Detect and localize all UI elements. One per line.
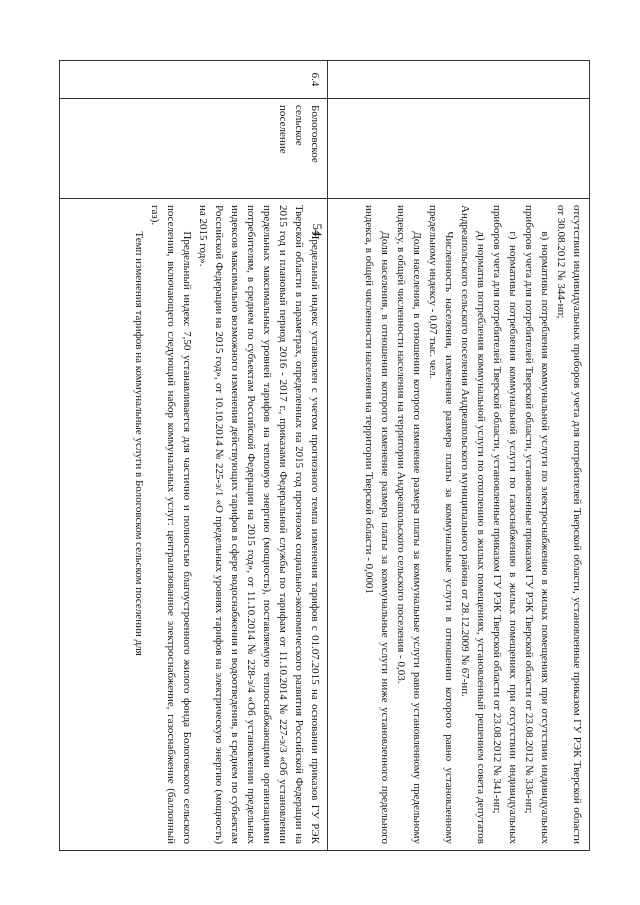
rotated-table-wrapper: [60, 60, 590, 850]
description-cell: [60, 199, 328, 851]
table-row: [328, 61, 590, 851]
paragraph: отсутствии индивидуальных приборов учета для потребителей Тверской области, установленные приказом ГУ РЭК Тверской области от 30.08.2012 № 344-нп;: [555, 205, 583, 844]
paragraph: Доля населения, в отношении которого изменение размера платы за коммунальные услуги равно установленному предельному индексу, в общей численности населения на территории Андреапольского сельского поселения - 0,03.: [395, 205, 423, 844]
row-number-cell: 6.4: [60, 61, 328, 99]
row-number-cell: [328, 61, 590, 99]
page-number: 54: [310, 223, 325, 237]
tariff-table: [59, 60, 590, 851]
paragraph: г) нормативы потребления коммунальной услуги по газоснабжению в жилых помещениях при отсутствии индивидуальных приборов учета для потребителей Тверской области, установленные приказом ГУ РЭК Тверской области от 23.08.2012 № 341-нп;: [491, 205, 519, 844]
paragraph: Темп изменения тарифов на коммунальные услуги в Бологовском сельском поселении для: [133, 231, 145, 656]
paragraph: Предельный индекс установлен с учетом прогнозного темпа изменения тарифов с 01.07.2015 на основании приказов ГУ РЭК Тверской области в параметрах, определенных на 2015 год прогнозом социально-экономического развития Российской Федерации на 2015 год и плановый период 2016 - 2017 г., приказами Федеральной службы по тарифам от 11.10.2014 № 227-э/3 «Об установлении предельных максимальных уровней тарифов на тепловую энергию (мощность), поставляемую теплоснабжающими организациями потребителям, в среднем по субъектам Российской Федерации на 2015 год», от 11.10.2014 № 228-э/4 «Об установлении предельных индексов максимально возможного изменения действующих тарифов в сфере водоснабжения и водоотведения, в среднем по субъектам Российской Федерации на 2015 год», от 10.10.2014 № 225-э/1 «О предельных уровнях тарифов на электрическую энергию (мощность) на 2015 год».: [197, 205, 321, 844]
paragraph: Доля населения, в отношении которого изменение размера платы за коммунальные услуги ниже установленного предельного индекса, в общей численности населения на территории Тверской области - 0,0001: [363, 205, 391, 844]
table-row: [60, 61, 328, 851]
settlement-name-cell: [328, 99, 590, 199]
paragraph: Предельный индекс 7,50 устанавливается для частично и полностью благоустроенного жилого фонда Бологовского сельского поселения, включающего следующий набор коммунальных услуг: централизованное электроснабжение, газоснабжение (баллонный газ).: [149, 205, 193, 844]
document-sheet: [60, 60, 590, 850]
description-cell: [328, 199, 590, 851]
paragraph: в) нормативы потребления коммунальной услуги по электроснабжению в жилых помещениях при отсутствии индивидуальных приборов учета для потребителей Тверской области, установленные приказом ГУ РЭК Тверской области от 23.08.2012 № 336-нп;: [523, 205, 551, 844]
paragraph: Численность населения, изменение размера платы за коммунальные услуги в отношении которого равно установленному предельному индексу - 0,07 тыс. чел.: [427, 205, 455, 844]
paragraph: д) норматив потребления коммунальной услуги по отоплению в жилых помещениях, установленный решением совета депутатов Андреапольского сельского поселения Андреапольского муниципального района от 28.12.2009 № 67-нп.: [459, 205, 487, 844]
settlement-name-cell: Бологовское сельское поселение: [60, 99, 328, 199]
